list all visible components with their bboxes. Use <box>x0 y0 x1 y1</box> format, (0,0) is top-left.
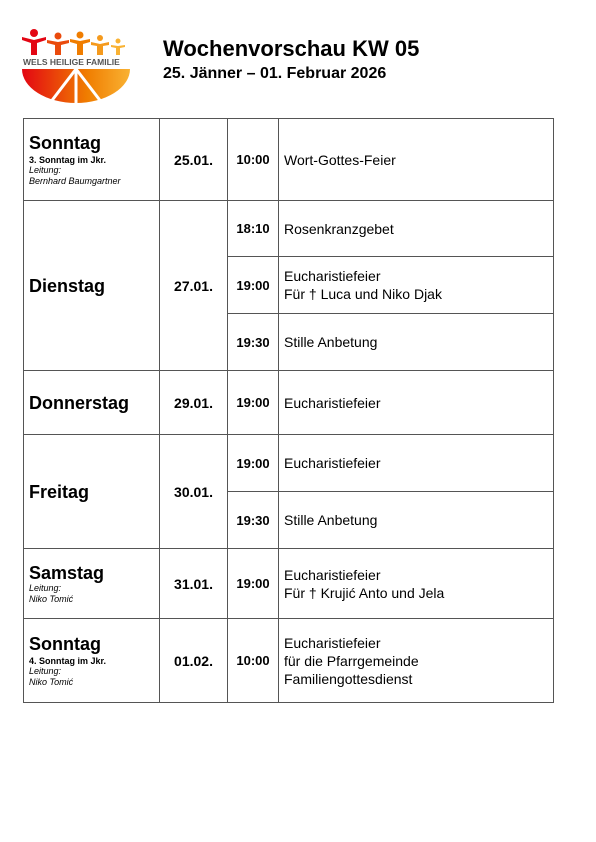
event-line: Stille Anbetung <box>284 334 378 350</box>
logo-graphic <box>20 27 132 105</box>
event-line: für die Pfarrgemeinde <box>284 652 419 669</box>
schedule-row <box>24 201 554 257</box>
time-cell: 18:10 <box>228 201 279 257</box>
schedule-table <box>23 118 554 703</box>
date-cell: 31.01. <box>160 549 228 619</box>
schedule-row <box>24 435 554 492</box>
schedule-row <box>24 371 554 435</box>
date-cell: 01.02. <box>160 619 228 703</box>
leitung-label: Leitung: <box>29 164 62 175</box>
leitung-label: Leitung: <box>29 665 62 676</box>
time-cell: 19:00 <box>228 257 279 314</box>
schedule-row <box>24 549 554 619</box>
time-cell: 10:00 <box>228 119 279 201</box>
date-cell: 25.01. <box>160 119 228 201</box>
leitung-person: Bernhard Baumgartner <box>29 175 121 186</box>
event-description <box>279 371 554 435</box>
event-line: Familiengottesdienst <box>284 670 413 687</box>
svg-text:WELS HEILIGE FAMILIE: WELS HEILIGE FAMILIE <box>23 57 120 67</box>
day-name: Sonntag <box>29 633 101 654</box>
event-line: Eucharistiefeier <box>284 566 381 583</box>
leitung-person: Niko Tomić <box>29 593 74 604</box>
day-subtitle: 4. Sonntag im Jkr. <box>29 655 107 666</box>
time-cell: 10:00 <box>228 619 279 703</box>
event-line: Eucharistiefeier <box>284 455 381 471</box>
page-title: Wochenvorschau KW 05 <box>163 36 420 61</box>
date-cell: 27.01. <box>160 201 228 371</box>
schedule-row <box>24 619 554 703</box>
time-cell: 19:30 <box>228 492 279 549</box>
date-cell: 30.01. <box>160 435 228 549</box>
time-cell: 19:00 <box>228 435 279 492</box>
event-line: Eucharistiefeier <box>284 268 381 284</box>
time-cell: 19:00 <box>228 549 279 619</box>
event-line: Rosenkranzgebet <box>284 220 394 237</box>
event-line: Stille Anbetung <box>284 512 378 528</box>
event-line: Für † Krujić Anto und Jela <box>284 584 445 601</box>
event-description <box>279 201 554 257</box>
leitung-label: Leitung: <box>29 582 62 593</box>
event-description <box>279 119 554 201</box>
event-line: Eucharistiefeier <box>284 634 381 651</box>
day-name: Samstag <box>29 562 105 583</box>
page-subtitle: 25. Jänner – 01. Februar 2026 <box>163 65 387 82</box>
date-cell: 29.01. <box>160 371 228 435</box>
event-description <box>279 257 554 314</box>
time-cell: 19:30 <box>228 314 279 371</box>
day-cell <box>24 371 160 435</box>
schedule-row <box>24 119 554 201</box>
event-description <box>279 314 554 371</box>
event-description <box>279 549 554 619</box>
event-description <box>279 435 554 492</box>
event-line: Wort-Gottes-Feier <box>284 151 396 168</box>
day-name: Dienstag <box>29 275 106 296</box>
event-description <box>279 619 554 703</box>
event-line: Für † Luca und Niko Djak <box>284 286 442 302</box>
leitung-person: Niko Tomić <box>29 676 74 687</box>
day-name: Donnerstag <box>29 392 130 413</box>
day-subtitle: 3. Sonntag im Jkr. <box>29 154 107 165</box>
day-cell <box>24 119 160 201</box>
day-name: Freitag <box>29 481 90 502</box>
day-cell <box>24 619 160 703</box>
day-name: Sonntag <box>29 132 101 153</box>
day-cell <box>24 201 160 371</box>
parish-logo <box>20 27 132 105</box>
day-cell <box>24 549 160 619</box>
event-line: Eucharistiefeier <box>284 394 381 411</box>
event-description <box>279 492 554 549</box>
time-cell: 19:00 <box>228 371 279 435</box>
day-cell <box>24 435 160 549</box>
